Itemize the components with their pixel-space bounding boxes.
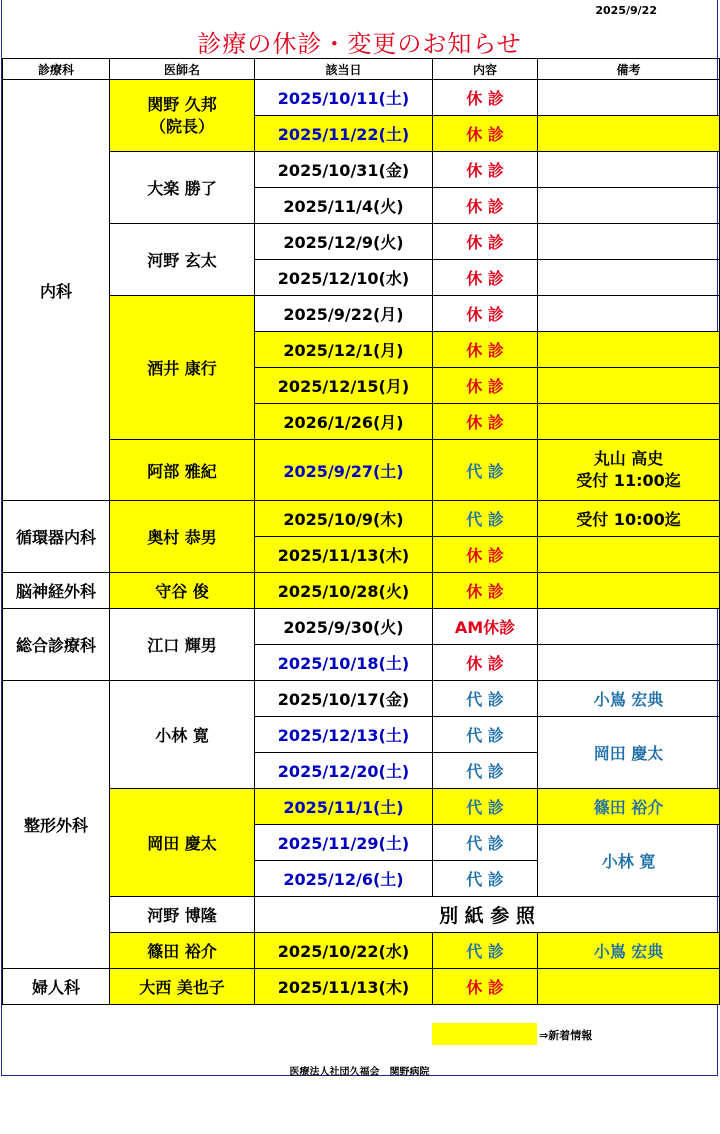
content-cell: 休 診 — [433, 969, 538, 1005]
table-row — [3, 501, 720, 537]
date-cell: 2025/10/17(金) — [255, 681, 433, 717]
doctor-cell: 河野 博隆 — [110, 897, 255, 933]
notes-cell — [538, 537, 720, 573]
doctor-cell: 阿部 雅紀 — [110, 440, 255, 501]
doctor-cell: 奥村 恭男 — [110, 501, 255, 573]
notes-cell — [538, 80, 720, 116]
date-cell: 2025/11/29(土) — [255, 825, 433, 861]
content-cell: 代 診 — [433, 825, 538, 861]
organization-name: 医療法人社団久福会 関野病院 — [289, 1067, 430, 1078]
notes-cell: 受付 10:00迄 — [538, 501, 720, 537]
col-header-dept: 診療科 — [3, 59, 110, 80]
content-cell: 休 診 — [433, 188, 538, 224]
date-cell: 2025/9/27(土) — [255, 440, 433, 501]
date-cell: 2025/9/22(月) — [255, 296, 433, 332]
table-row — [3, 152, 720, 188]
table-row — [3, 681, 720, 717]
see-attachment-cell: 別 紙 参 照 — [255, 897, 720, 933]
table-row — [3, 969, 720, 1005]
doctor-cell: 岡田 慶太 — [110, 789, 255, 897]
date-cell: 2025/10/31(金) — [255, 152, 433, 188]
notes-cell — [538, 188, 720, 224]
issue-date: 2025/9/22 — [595, 4, 657, 17]
notes-cell — [538, 368, 720, 404]
content-cell: 休 診 — [433, 260, 538, 296]
date-cell: 2025/11/22(土) — [255, 116, 433, 152]
dept-cell: 婦人科 — [3, 969, 110, 1005]
doctor-cell: 守谷 俊 — [110, 573, 255, 609]
dept-cell: 内科 — [3, 80, 110, 501]
date-cell: 2025/10/22(水) — [255, 933, 433, 969]
content-cell: 休 診 — [433, 116, 538, 152]
content-cell: 休 診 — [433, 332, 538, 368]
date-cell: 2025/12/10(水) — [255, 260, 433, 296]
col-header-content: 内容 — [433, 59, 538, 80]
content-cell: 休 診 — [433, 224, 538, 260]
notes-cell — [538, 969, 720, 1005]
date-cell: 2025/12/20(土) — [255, 753, 433, 789]
dept-cell: 脳神経外科 — [3, 573, 110, 609]
notes-cell — [538, 440, 720, 501]
table-row — [3, 933, 720, 969]
table-row — [3, 296, 720, 332]
doctor-cell: 大西 美也子 — [110, 969, 255, 1005]
content-cell: 休 診 — [433, 80, 538, 116]
dept-cell: 循環器内科 — [3, 501, 110, 573]
doctor-cell: 河野 玄太 — [110, 224, 255, 296]
doctor-cell: 関野 久邦 （院長） — [110, 80, 255, 152]
notes-cell: 篠田 裕介 — [538, 789, 720, 825]
col-header-date: 該当日 — [255, 59, 433, 80]
content-cell: 代 診 — [433, 861, 538, 897]
notes-cell: 岡田 慶太 — [538, 717, 720, 789]
table-row — [3, 573, 720, 609]
content-cell: 休 診 — [433, 537, 538, 573]
date-cell: 2025/10/28(火) — [255, 573, 433, 609]
date-cell: 2025/12/13(土) — [255, 717, 433, 753]
notes-cell: 小嶌 宏典 — [538, 681, 720, 717]
content-cell: 代 診 — [433, 501, 538, 537]
content-cell: AM休診 — [433, 609, 538, 645]
notice-sheet — [1, 0, 718, 1076]
content-cell: 代 診 — [433, 933, 538, 969]
content-cell: 代 診 — [433, 789, 538, 825]
substitute-note: 丸山 高史 受付 11:00迄 — [576, 449, 681, 490]
notes-cell: 小林 寛 — [538, 825, 720, 897]
date-cell: 2025/11/4(火) — [255, 188, 433, 224]
notes-cell — [538, 224, 720, 260]
date-cell: 2025/11/1(土) — [255, 789, 433, 825]
date-cell: 2025/10/9(木) — [255, 501, 433, 537]
date-cell: 2025/12/9(火) — [255, 224, 433, 260]
notes-cell — [538, 260, 720, 296]
doctor-cell: 江口 輝男 — [110, 609, 255, 681]
table-row — [3, 224, 720, 260]
date-cell: 2025/12/15(月) — [255, 368, 433, 404]
notes-cell — [538, 573, 720, 609]
date-cell: 2025/12/1(月) — [255, 332, 433, 368]
schedule-table — [2, 58, 720, 1005]
date-cell: 2025/11/13(木) — [255, 537, 433, 573]
date-cell: 2025/12/6(土) — [255, 861, 433, 897]
notes-cell — [538, 296, 720, 332]
col-header-notes: 備考 — [538, 59, 720, 80]
date-cell: 2025/10/18(土) — [255, 645, 433, 681]
doctor-cell: 大楽 勝了 — [110, 152, 255, 224]
new-info-legend-label: ⇒新着情報 — [539, 1029, 593, 1042]
content-cell: 休 診 — [433, 152, 538, 188]
date-cell: 2025/9/30(火) — [255, 609, 433, 645]
content-cell: 休 診 — [433, 296, 538, 332]
content-cell: 代 診 — [433, 440, 538, 501]
date-cell: 2025/11/13(木) — [255, 969, 433, 1005]
content-cell: 代 診 — [433, 753, 538, 789]
table-row — [3, 609, 720, 645]
date-cell: 2025/10/11(土) — [255, 80, 433, 116]
table-row — [3, 80, 720, 116]
page-title: 診療の休診・変更のお知らせ — [197, 30, 522, 58]
doctor-cell: 酒井 康行 — [110, 296, 255, 440]
col-header-doctor: 医師名 — [110, 59, 255, 80]
content-cell: 休 診 — [433, 404, 538, 440]
dept-cell: 総合診療科 — [3, 609, 110, 681]
content-cell: 代 診 — [433, 717, 538, 753]
notes-cell — [538, 152, 720, 188]
table-row — [3, 789, 720, 825]
notes-cell — [538, 332, 720, 368]
notes-cell — [538, 645, 720, 681]
table-row — [3, 897, 720, 933]
notes-cell — [538, 609, 720, 645]
notes-cell: 小嶌 宏典 — [538, 933, 720, 969]
date-cell: 2026/1/26(月) — [255, 404, 433, 440]
new-info-legend-swatch — [432, 1023, 537, 1045]
content-cell: 代 診 — [433, 681, 538, 717]
doctor-cell: 小林 寛 — [110, 681, 255, 789]
content-cell: 休 診 — [433, 368, 538, 404]
table-header-row — [3, 59, 720, 80]
notes-cell — [538, 116, 720, 152]
content-cell: 休 診 — [433, 573, 538, 609]
notes-cell — [538, 404, 720, 440]
dept-cell: 整形外科 — [3, 681, 110, 969]
doctor-cell: 篠田 裕介 — [110, 933, 255, 969]
content-cell: 休 診 — [433, 645, 538, 681]
